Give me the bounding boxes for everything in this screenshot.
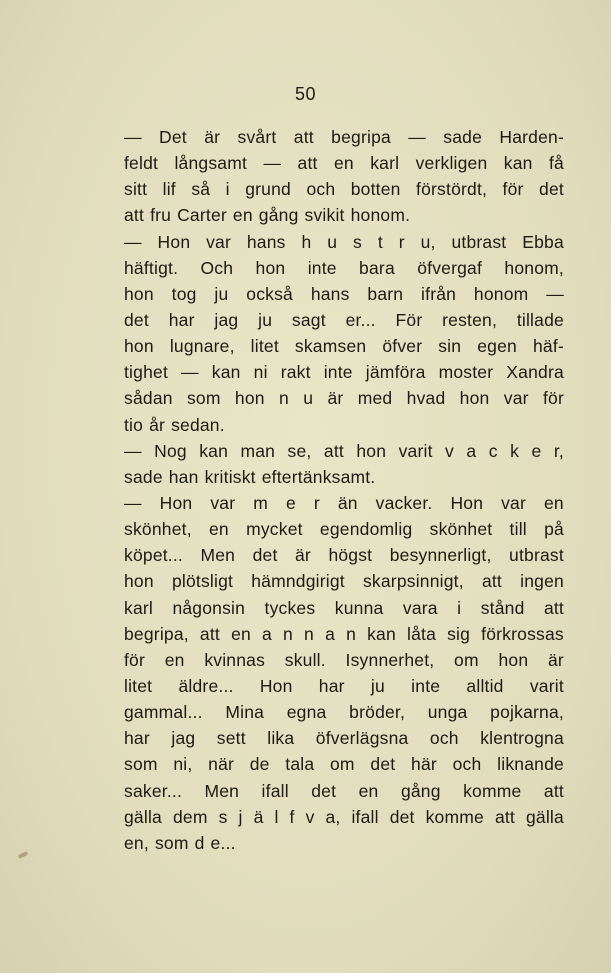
word: karl (124, 597, 153, 618)
word: klentrogna (480, 728, 564, 749)
text-line (124, 385, 564, 411)
word: med (357, 388, 393, 409)
word: alltid (466, 675, 504, 696)
word: utbrast (451, 231, 507, 252)
word: det (311, 780, 337, 801)
paragraph (124, 490, 564, 856)
word: u (303, 388, 314, 409)
word: sade (443, 127, 483, 147)
word: kunna (334, 597, 384, 618)
word: en (358, 780, 379, 801)
word: är (327, 388, 344, 409)
word: resten, (442, 309, 498, 330)
word: till (509, 519, 527, 540)
text-line (124, 307, 564, 333)
word: på (544, 519, 564, 540)
word: så (191, 179, 211, 200)
word: För (395, 309, 423, 330)
word: skull. (284, 649, 326, 670)
word: få (549, 153, 564, 174)
word: plötsligt (171, 571, 234, 592)
word: som (124, 754, 158, 775)
text-line (124, 804, 564, 830)
word: i (225, 179, 230, 200)
word: skönhet, (124, 519, 192, 540)
word: lugnare, (169, 336, 235, 357)
word: en (333, 153, 354, 174)
word: — (546, 283, 564, 304)
word: ju (370, 675, 385, 696)
word: här (411, 754, 437, 775)
word: hon (124, 336, 154, 357)
word: hämndgirigt (251, 571, 345, 592)
word: jag (214, 309, 239, 330)
word: att (199, 623, 220, 644)
word: r (398, 231, 405, 252)
word: saker... (124, 780, 183, 801)
text-line (124, 412, 564, 438)
word: det (370, 754, 396, 775)
word: sagt (291, 309, 326, 330)
word: hon (356, 440, 387, 461)
text-line (124, 150, 564, 176)
word: egen (477, 336, 517, 357)
word: a (466, 440, 477, 461)
word: tog (171, 283, 197, 304)
word: t (377, 231, 383, 252)
word: er... (345, 309, 376, 330)
word: ni, (173, 754, 193, 775)
word: ifrån (421, 283, 457, 304)
word: en, (124, 832, 149, 853)
word: vacker. (375, 492, 433, 513)
word: skarpsinnigt, (362, 571, 464, 592)
word: grund (245, 179, 291, 200)
word: s (353, 231, 362, 252)
word: ifall (261, 780, 289, 801)
text-line (124, 568, 564, 594)
word: tio (124, 414, 144, 435)
word: vara (402, 597, 438, 618)
word: inte (307, 257, 337, 278)
word: hvad (406, 388, 446, 409)
word: sade (124, 466, 163, 487)
word: — (124, 127, 142, 147)
word: unga (427, 702, 468, 723)
word: sin (438, 336, 462, 357)
word: sett (216, 728, 246, 749)
word: gälla (525, 806, 564, 827)
word: barn (367, 283, 404, 304)
word: hon (124, 283, 154, 304)
word: Hon (159, 492, 193, 513)
word: låta (407, 623, 437, 644)
word: s (218, 806, 228, 827)
text-line (124, 621, 564, 647)
word: moster (438, 362, 494, 383)
word: komme (425, 806, 484, 827)
word: hon (124, 571, 154, 592)
word: öfverlägsna (315, 728, 409, 749)
text-line (124, 647, 564, 673)
word: också (246, 283, 293, 304)
word: att (323, 440, 344, 461)
word: kvinnas (204, 649, 266, 670)
word: Ebba (522, 231, 564, 252)
word: tighet (124, 362, 169, 383)
word: är (295, 545, 311, 566)
word: mycket (246, 519, 303, 540)
word: Mina (225, 702, 265, 723)
word: äldre... (178, 675, 234, 696)
word: pojkarna, (490, 702, 564, 723)
word: köpet... (124, 545, 183, 566)
text-line (124, 725, 564, 751)
word: att (543, 780, 564, 801)
word: att (543, 597, 564, 618)
word: förstördt, (416, 179, 488, 200)
word: e... (210, 832, 236, 853)
text-line (124, 359, 564, 385)
word: utbrast (509, 545, 564, 566)
word: honom (473, 283, 529, 304)
word: inte (411, 675, 441, 696)
text-line (124, 751, 564, 777)
word: c (488, 440, 498, 461)
word: stånd (480, 597, 525, 618)
word: tillade (516, 309, 564, 330)
word: komme (463, 780, 522, 801)
word: att (494, 806, 515, 827)
word: m (253, 492, 268, 513)
word: u (327, 231, 338, 252)
word: verkligen (415, 153, 488, 174)
word: hans (246, 231, 286, 252)
text-line (124, 673, 564, 699)
word: sedan. (171, 414, 225, 435)
text-line (124, 516, 564, 542)
word: l (274, 806, 279, 827)
word: han (168, 466, 199, 487)
word: är (547, 649, 564, 670)
word: Hon (157, 231, 191, 252)
text-line (124, 281, 564, 307)
word: gälla (124, 806, 162, 827)
word: e (531, 440, 542, 461)
word: sitt (124, 179, 148, 200)
word: har (168, 309, 195, 330)
word: för (124, 649, 146, 670)
word: det (389, 806, 415, 827)
word: tala (285, 754, 315, 775)
word: gång (400, 780, 441, 801)
word: sig (447, 623, 471, 644)
word: jag (171, 728, 196, 749)
page-number: 50 (294, 84, 317, 104)
word: fru (150, 205, 172, 226)
word: som (154, 832, 189, 853)
word: r, (553, 440, 564, 461)
word: en (164, 649, 185, 670)
word: v (445, 440, 454, 461)
paragraph (124, 124, 564, 229)
word: begripa, (124, 623, 189, 644)
word: — (408, 127, 426, 147)
word: Hon (259, 675, 293, 696)
word: a (262, 623, 272, 644)
text-line (124, 202, 564, 228)
word: att (124, 205, 145, 226)
text-line (124, 464, 564, 490)
word: om (454, 649, 479, 670)
text-line (124, 830, 564, 856)
word: långsamt (174, 153, 248, 174)
word: är (204, 127, 221, 147)
word: för (502, 179, 524, 200)
text-line (124, 229, 564, 255)
word: en (232, 205, 253, 226)
word: e (285, 492, 296, 513)
word: h (301, 231, 312, 252)
word: Harden- (499, 127, 564, 147)
text-line (124, 699, 564, 725)
word: litet (250, 336, 279, 357)
word: högst (328, 545, 373, 566)
word: n (346, 623, 357, 644)
word: en (208, 519, 229, 540)
word: gång (258, 205, 299, 226)
word: kan (503, 153, 533, 174)
word: Det (159, 127, 187, 147)
word: en (231, 623, 251, 644)
word: gammal... (124, 702, 203, 723)
text-line (124, 490, 564, 516)
word: honom. (350, 205, 411, 226)
word: det (252, 545, 278, 566)
word: när (208, 754, 235, 775)
word: eftertänksamt. (261, 466, 376, 487)
paragraph (124, 229, 564, 438)
word: botten (350, 179, 401, 200)
word: ju (214, 283, 229, 304)
word: svårt (237, 127, 277, 147)
word: v (305, 806, 315, 827)
word: besynnerligt, (389, 545, 492, 566)
word: k (510, 440, 520, 461)
word: inte (323, 362, 353, 383)
word: svikit (304, 205, 345, 226)
word: lif (162, 179, 176, 200)
word: Carter (177, 205, 227, 226)
word: honom, (504, 257, 564, 278)
word: hon (255, 257, 286, 278)
word: ifall (351, 806, 379, 827)
word: Men (204, 780, 240, 801)
word: egna (286, 702, 327, 723)
word: liknande (497, 754, 564, 775)
word: f (289, 806, 295, 827)
text-line (124, 176, 564, 202)
word: bröder, (349, 702, 406, 723)
word: att (481, 571, 502, 592)
word: en (543, 492, 564, 513)
word: var (503, 388, 529, 409)
word: var (210, 492, 236, 513)
word: j (238, 806, 243, 827)
word: Isynnerhet, (345, 649, 435, 670)
word: Och (200, 257, 234, 278)
word: Hon (450, 492, 484, 513)
word: hans (310, 283, 350, 304)
word: a, (325, 806, 341, 827)
word: jämföra (365, 362, 426, 383)
word: om (330, 754, 355, 775)
word: ni (253, 362, 268, 383)
word: kan (199, 440, 229, 461)
word: varit (398, 440, 433, 461)
text-line (124, 124, 564, 150)
word: n (283, 623, 293, 644)
word: ingen (520, 571, 564, 592)
word: var (206, 231, 232, 252)
word: ju (258, 309, 273, 330)
text-line (124, 595, 564, 621)
paper-speck (18, 851, 29, 859)
word: kritiskt (204, 466, 256, 487)
body-text (124, 124, 564, 856)
word: för (542, 388, 564, 409)
word: och (429, 728, 459, 749)
word: ä (253, 806, 264, 827)
word: rakt (280, 362, 311, 383)
word: att (297, 153, 318, 174)
word: skamsen (294, 336, 367, 357)
word: de (249, 754, 270, 775)
word: öfver (382, 336, 423, 357)
text-line (124, 778, 564, 804)
word: som (186, 388, 221, 409)
text-line (124, 333, 564, 359)
word: än (337, 492, 358, 513)
word: Xandra (506, 362, 564, 383)
word: någonsin (172, 597, 246, 618)
word: — (181, 362, 199, 383)
word: och (452, 754, 482, 775)
word: tyckes (264, 597, 316, 618)
word: kan (211, 362, 241, 383)
word: u, (420, 231, 436, 252)
word: öfvergaf (417, 257, 483, 278)
word: har (318, 675, 345, 696)
word: egendomlig (319, 519, 413, 540)
word: det (124, 309, 149, 330)
word: — (263, 153, 282, 174)
word: — (124, 492, 142, 513)
word: hon (459, 388, 490, 409)
word: n (279, 388, 289, 409)
word: — (124, 440, 142, 461)
word: år (149, 414, 166, 435)
word: n (304, 623, 314, 644)
word: det (539, 179, 564, 200)
word: se, (287, 440, 312, 461)
word: man (240, 440, 276, 461)
word: hon (498, 649, 529, 670)
word: a (325, 623, 335, 644)
word: har (124, 728, 150, 749)
word: Nog (154, 440, 187, 461)
word: förkrossas (481, 623, 564, 644)
paragraph (124, 438, 564, 490)
text-line (124, 255, 564, 281)
word: bara (359, 257, 395, 278)
word: r (313, 492, 320, 513)
word: lika (267, 728, 295, 749)
word: dem (172, 806, 208, 827)
word: feldt (124, 153, 159, 174)
word: begripa (331, 127, 391, 147)
word: hon (234, 388, 265, 409)
word: i (457, 597, 462, 618)
word: Men (200, 545, 236, 566)
word: häf- (532, 336, 564, 357)
word: att (293, 127, 314, 147)
word: kan (367, 623, 396, 644)
word: — (124, 231, 142, 252)
text-line (124, 542, 564, 568)
word: häftigt. (124, 257, 179, 278)
word: varit (529, 675, 564, 696)
text-line (124, 438, 564, 464)
word: och (306, 179, 336, 200)
word: d (194, 832, 205, 853)
word: sådan (124, 388, 173, 409)
word: var (501, 492, 527, 513)
word: karl (370, 153, 400, 174)
word: skönhet (429, 519, 493, 540)
word: litet (124, 675, 153, 696)
